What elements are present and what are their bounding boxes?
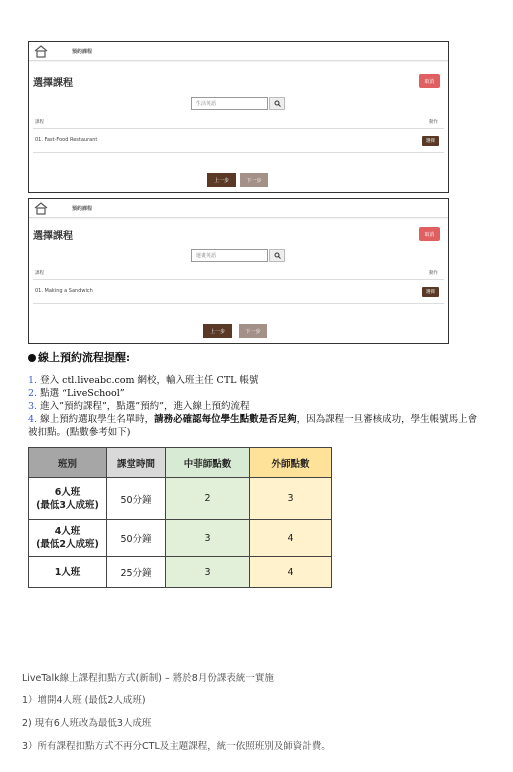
step-text-emphasis: 請務必確認每位學生點數是否足夠: [154, 414, 297, 425]
class-name: 1人班: [54, 566, 81, 578]
bullet-icon: [28, 354, 36, 362]
course-selection-screenshot-2: [28, 198, 449, 344]
note-item: 3）所有課程扣點方式不再分CTL及主題課程，統一依照班別及師資計費。: [22, 741, 331, 752]
class-minimum: (最低3人成班): [36, 499, 99, 511]
step-number: 1.: [28, 375, 38, 386]
home-icon[interactable]: [34, 45, 48, 58]
ph-points-cell: 2: [166, 478, 250, 520]
next-step-button[interactable]: 下一步: [239, 324, 267, 338]
column-header-action: 動作: [429, 271, 438, 276]
class-cell: [29, 557, 107, 588]
step-text: ，因為課程一旦審核成功，學生帳號馬上會被扣點。(點數參考如下): [28, 414, 478, 438]
foreign-points-cell: 4: [250, 557, 332, 588]
search-icon: [274, 252, 281, 259]
ph-points-cell: 3: [166, 557, 250, 588]
step-text: 點選 “LiveSchool”: [37, 388, 125, 399]
note-item: 2) 現有6人班改為最低3人成班: [22, 718, 152, 729]
course-panel: [29, 219, 448, 343]
search-input[interactable]: 生活英語: [191, 97, 268, 110]
select-button[interactable]: 選擇: [422, 136, 439, 146]
header-title: 預約課程: [72, 205, 93, 212]
header-ph-points: 中菲師點數: [166, 448, 250, 478]
table-row: [29, 478, 332, 520]
cancel-button[interactable]: 取消: [419, 74, 440, 88]
note-item: 1）增開4人班 (最低2人成班): [22, 695, 146, 706]
header-class: 班別: [29, 448, 107, 478]
select-button[interactable]: 選擇: [422, 287, 439, 297]
search-input[interactable]: 運畫英語: [191, 249, 268, 262]
step-number: 2.: [28, 388, 38, 399]
note-heading: LiveTalk線上課程扣點方式(新制) – 將於8月份課表統一實施: [22, 673, 274, 684]
class-cell: [29, 520, 107, 557]
header-foreign-points: 外師點數: [250, 448, 332, 478]
divider: [33, 128, 444, 129]
foreign-points-cell: 3: [250, 478, 332, 520]
prev-step-button[interactable]: 上一步: [207, 173, 236, 187]
time-cell: 50分鐘: [107, 478, 166, 520]
points-table: [28, 447, 332, 588]
table-row: [29, 557, 332, 588]
course-selection-screenshot-1: [28, 41, 449, 193]
column-header-course: 課程: [35, 120, 44, 125]
header-title: 預約課程: [72, 48, 93, 55]
home-icon[interactable]: [34, 202, 48, 215]
time-cell: 25分鐘: [107, 557, 166, 588]
class-name: 4人班: [54, 526, 81, 537]
divider: [33, 279, 444, 280]
table-row: [29, 520, 332, 557]
next-step-button[interactable]: 下一步: [240, 173, 268, 187]
prev-step-button[interactable]: 上一步: [203, 324, 232, 338]
step-number: 3.: [28, 401, 38, 412]
step-text: 進入”預約課程”，點選”預約”，進入線上預約流程: [37, 401, 250, 412]
ph-points-cell: 3: [166, 520, 250, 557]
divider: [33, 152, 444, 153]
header-time: 課堂時間: [107, 448, 166, 478]
column-header-course: 課程: [35, 271, 44, 276]
course-row-label: 01. Fast-Food Restaurant: [35, 137, 98, 143]
divider: [33, 303, 444, 304]
search-button[interactable]: [269, 97, 285, 110]
reminder-title: 線上預約流程提醒:: [38, 351, 131, 364]
course-panel: [29, 62, 448, 192]
class-minimum: (最低2人成班): [36, 539, 99, 550]
search-icon: [274, 100, 281, 107]
step-item: [28, 387, 478, 400]
step-item: [28, 413, 478, 439]
step-item: [28, 400, 478, 413]
cancel-button[interactable]: 取消: [419, 227, 440, 241]
step-text: 登入 ctl.liveabc.com 網校，輸入班主任 CTL 帳號: [37, 375, 259, 386]
step-number: 4.: [28, 414, 38, 425]
search-button[interactable]: [269, 249, 285, 262]
top-bar: [29, 199, 448, 218]
page-title: 選擇課程: [33, 231, 73, 242]
class-cell: [29, 478, 107, 520]
time-cell: 50分鐘: [107, 520, 166, 557]
step-text: 線上預約選取學生名單時，: [37, 414, 155, 425]
page-title: 選擇課程: [33, 78, 73, 89]
table-header-row: [29, 448, 332, 478]
reminder-heading: [28, 349, 130, 365]
course-row-label: 01. Making a Sandwich: [35, 288, 93, 294]
steps-list: [28, 374, 478, 439]
foreign-points-cell: 4: [250, 520, 332, 557]
step-item: [28, 374, 478, 387]
class-name: 6人班: [54, 486, 81, 498]
column-header-action: 動作: [429, 120, 438, 125]
top-bar: [29, 42, 448, 61]
